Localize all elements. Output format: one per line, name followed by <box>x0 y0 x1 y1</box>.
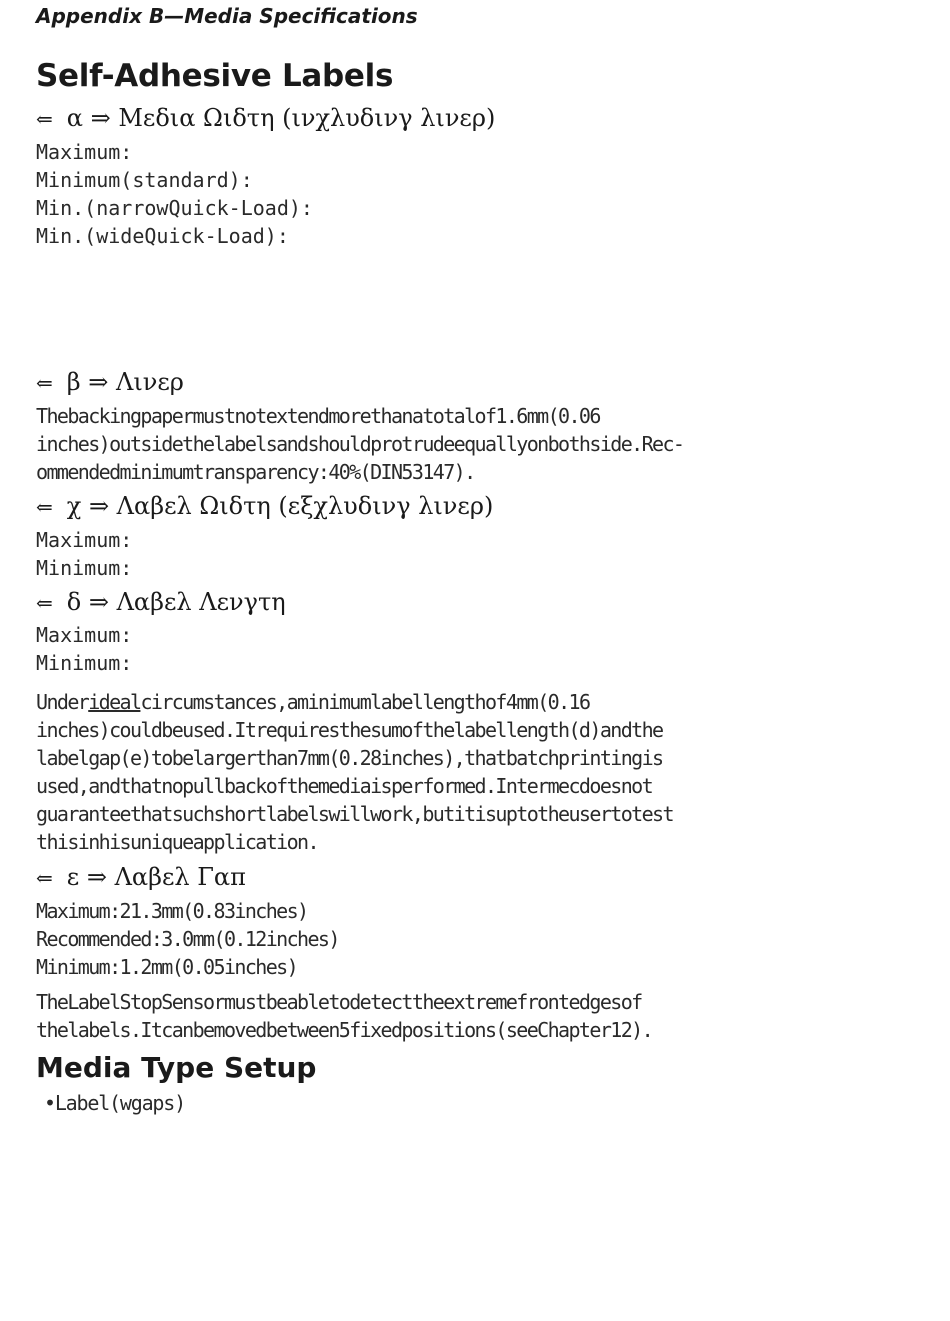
section-heading-text: χ ⇒ Λαβελ Ωιδτη (εξχλυδινγ λινερ) <box>66 492 494 520</box>
paragraph-line: guaranteethatsuchshortlabelswillwork,butitisuptotheusertotest <box>36 802 673 826</box>
section-heading-text: α ⇒ Μεδια Ωιδτη (ινχλυδινγ λινερ) <box>66 104 496 132</box>
section-heading-d <box>36 588 286 616</box>
label-length-list <box>36 621 132 677</box>
bullet-icon: • <box>44 1091 55 1115</box>
paragraph-line: inches)couldbeused.Itrequiresthesumofthelabellength(d)andthe <box>36 718 663 742</box>
paragraph-line: used,andthatnopullbackofthemediaisperformed.Intermecdoesnot <box>36 774 653 798</box>
paragraph-line: thisinhisuniqueapplication. <box>36 830 318 854</box>
section-heading-text: ε ⇒ Λαβελ Γαπ <box>66 863 246 891</box>
paragraph-line: Thebackingpapermustnotextendmorethanatotalof1.6mm(0.06 <box>36 404 600 428</box>
list-item: Minimum: <box>36 556 133 580</box>
section-heading-c <box>36 492 493 520</box>
liner-paragraph <box>36 402 683 486</box>
underlined-word: ideal <box>88 690 141 714</box>
section-heading-a <box>36 104 495 132</box>
paragraph-line <box>36 688 673 716</box>
left-arrow-icon: ⇐ <box>36 495 53 519</box>
list-item: Minimum: <box>36 651 133 675</box>
section-heading-e <box>36 863 246 891</box>
running-head: Appendix B—Media Specifications <box>36 4 418 28</box>
paragraph-line: inches)outsidethelabelsandshouldprotrudeequallyonbothside.Rec- <box>36 432 684 456</box>
label-gap-list <box>36 897 339 981</box>
media-width-list <box>36 138 313 250</box>
paragraph-line: labelgap(e)tobelargerthan7mm(0.28inches),thatbatchprintingis <box>36 746 663 770</box>
left-arrow-icon: ⇐ <box>36 591 53 615</box>
section-heading-text: β ⇒ Λινερ <box>66 368 184 396</box>
paragraph-text: circumstances,aminimumlabellengthof4mm(0.16 <box>140 690 590 714</box>
left-arrow-icon: ⇐ <box>36 866 53 890</box>
section-heading-text: δ ⇒ Λαβελ Λενγτη <box>66 588 286 616</box>
page-title: Self-Adhesive Labels <box>36 58 394 94</box>
paragraph-line: TheLabelStopSensormustbeabletodetecttheextremefrontedgesof <box>36 990 642 1014</box>
list-item: Recommended:3.0mm(0.12inches) <box>36 927 339 951</box>
list-item: Maximum: <box>36 528 133 552</box>
list-item: Minimum(standard): <box>36 168 253 192</box>
list-item: Minimum:1.2mm(0.05inches) <box>36 955 298 979</box>
left-arrow-icon: ⇐ <box>36 371 53 395</box>
list-item: Maximum: <box>36 623 133 647</box>
paragraph-text: Under <box>36 690 89 714</box>
list-item: Maximum: <box>36 140 133 164</box>
paragraph-line: thelabels.Itcanbemovedbetween5fixedpositions(seeChapter12). <box>36 1018 653 1042</box>
list-item: Min.(wideQuick-Load): <box>36 224 289 248</box>
list-item-text: Label(wgaps) <box>54 1091 185 1115</box>
label-length-paragraph <box>36 688 673 856</box>
left-arrow-icon: ⇐ <box>36 107 53 131</box>
list-item: Maximum:21.3mm(0.83inches) <box>36 899 308 923</box>
label-gap-paragraph <box>36 988 652 1044</box>
media-type-setup-heading: Media Type Setup <box>36 1051 317 1084</box>
section-heading-b <box>36 368 184 396</box>
list-item: Min.(narrowQuick-Load): <box>36 196 313 220</box>
label-width-list <box>36 526 132 582</box>
paragraph-line: ommendedminimumtransparency:40%(DIN53147). <box>36 460 475 484</box>
list-item <box>44 1089 185 1117</box>
